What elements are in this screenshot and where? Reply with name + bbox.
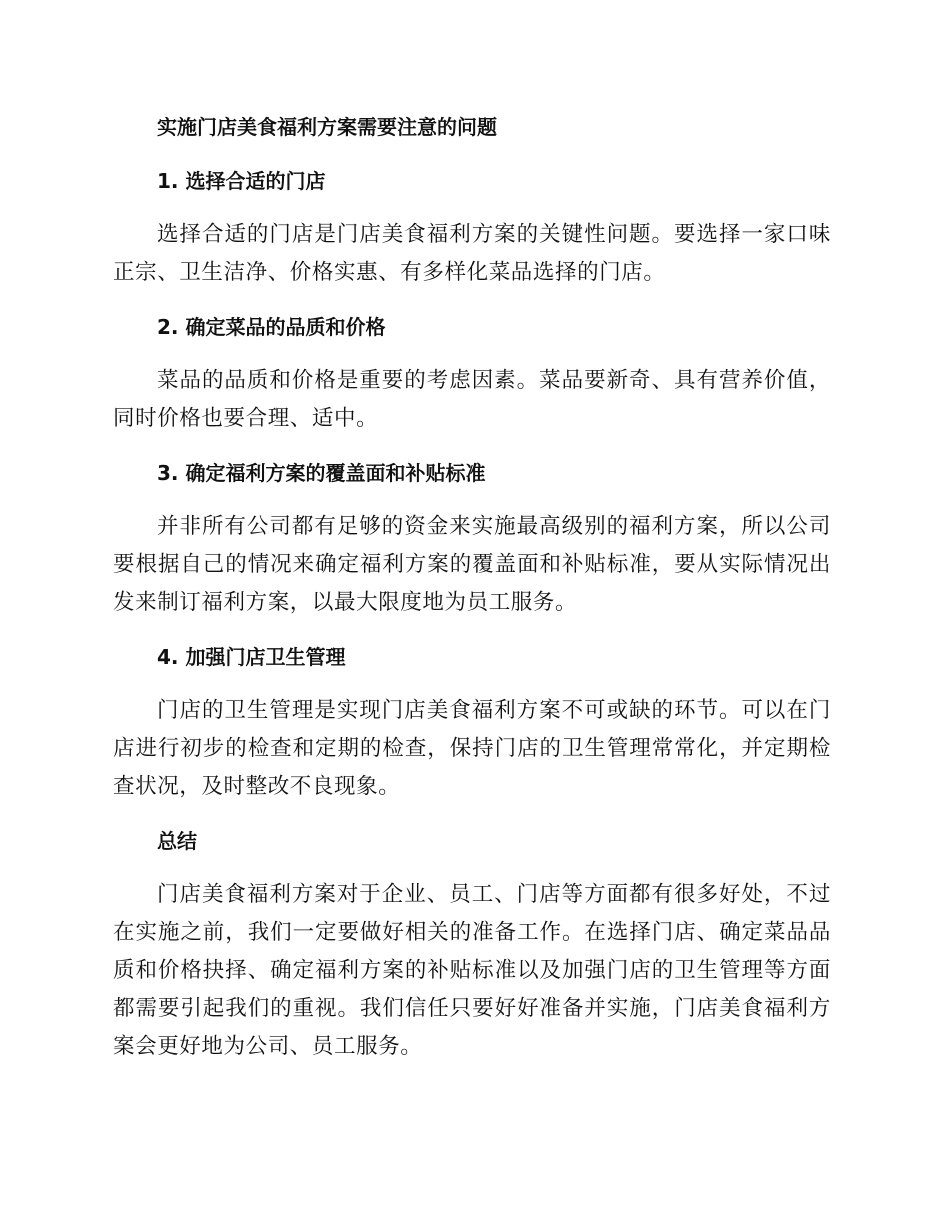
summary-heading: 总结 — [157, 829, 197, 853]
section-heading-1: 1. 选择合适的门店 — [157, 169, 326, 193]
section-heading-4: 4. 加强门店卫生管理 — [157, 645, 346, 669]
summary-body: 门店美食福利方案对于企业、员工、门店等方面都有很多好处，不过在实施之前，我们一定要做好相关的准备工作。在选择门店、确定菜品品质和价格抉择、确定福利方案的补贴标准以及加强门店的卫生管理等方面都需要引起我们的重视。我们信任只要好好准备并实施，门店美食福利方案会更好地为公司、员工服务。 — [113, 882, 831, 1059]
section-heading-3: 3. 确定福利方案的覆盖面和补贴标准 — [157, 461, 486, 485]
section-body-1: 选择合适的门店是门店美食福利方案的关键性问题。要选择一家口味正宗、卫生洁净、价格实惠、有多样化菜品选择的门店。 — [113, 222, 831, 285]
document-title: 实施门店美食福利方案需要注意的问题 — [157, 115, 497, 139]
document-content — [113, 108, 831, 1066]
section-body-4: 门店的卫生管理是实现门店美食福利方案不可或缺的环节。可以在门店进行初步的检查和定期的检查，保持门店的卫生管理常常化，并定期检查状况，及时整改不良现象。 — [113, 698, 831, 799]
section-heading-2: 2. 确定菜品的品质和价格 — [157, 315, 386, 339]
section-body-2: 菜品的品质和价格是重要的考虑因素。菜品要新奇、具有营养价值，同时价格也要合理、适中。 — [113, 368, 831, 431]
section-body-3: 并非所有公司都有足够的资金来实施最高级别的福利方案，所以公司要根据自己的情况来确定福利方案的覆盖面和补贴标准，要从实际情况出发来制订福利方案，以最大限度地为员工服务。 — [113, 514, 831, 615]
